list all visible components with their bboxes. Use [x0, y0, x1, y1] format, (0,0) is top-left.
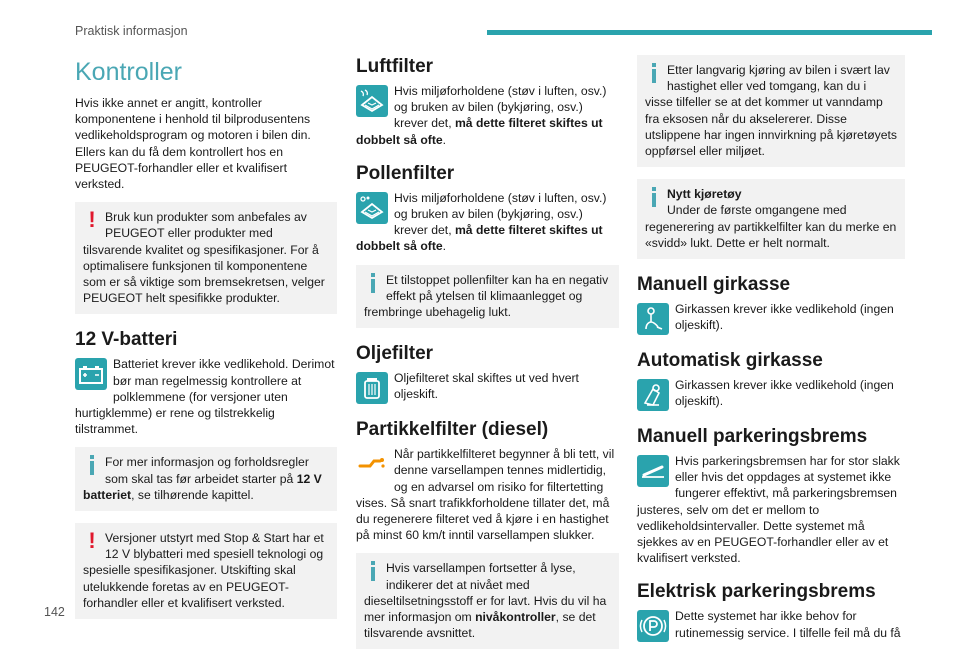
header-accent-bar: [487, 30, 932, 35]
particle-filter-warning-icon: [356, 448, 388, 480]
column-1: [75, 55, 337, 631]
pollen-filter-text-bold: må dette filteret skiftes ut dobbelt så ofte: [356, 223, 603, 254]
heading-manual-parking-brake: Manuell parkeringsbrems: [637, 426, 868, 448]
info-icon: [364, 272, 382, 294]
info-icon: [645, 62, 663, 84]
info-box-battery: [75, 447, 337, 511]
info-box-steam: [637, 55, 905, 167]
info-text: Et tilstoppet pollenfilter kan ha en negativ effekt på ytelsen til klimaanlegget og frembringe ubehagelig lukt.: [364, 272, 609, 320]
info-text-c: , se det tilsvarende avsnittet.: [364, 610, 596, 641]
info-box-pollen: [356, 265, 619, 329]
heading-particle-filter: Partikkelfilter (diesel): [356, 419, 549, 441]
warning-box-stopstart: [75, 523, 337, 619]
automatic-gearbox-icon: [637, 379, 669, 411]
manual-gearbox-icon: [637, 303, 669, 335]
manual-gearbox-text: Girkassen krever ikke vedlikehold (ingen oljeskift).: [675, 302, 894, 333]
air-filter-icon: [356, 85, 388, 117]
air-filter-text-a: Hvis miljøforholdene (støv i luften, osv.) og bruken av bilen (bykjøring, osv.) krever det,: [394, 84, 607, 131]
pollen-filter-text-a: Hvis miljøforholdene (støv i luften, osv.) og bruken av bilen (bykjøring, osv.) krever det,: [394, 190, 607, 238]
info-text-bold: 12 V batteriet: [83, 471, 322, 502]
exclamation-icon: !: [88, 207, 96, 233]
electric-parking-brake-text: Dette systemet har ikke behov for rutinemessig service. I tilfelle feil må du få: [675, 609, 901, 640]
info-icon: [364, 560, 382, 582]
info-icon: [83, 454, 101, 476]
info-text-bold: nivåkontroller: [475, 610, 556, 625]
pollen-filter-icon: [356, 192, 388, 224]
oil-filter-icon: [356, 372, 388, 404]
warning-text: Bruk kun produkter som anbefales av PEUGEOT eller produkter med tilsvarende kvalitet og spesifikasjoner. For å optimalisere funksjonen til komponentene som er så viktige som bremsekretsen, velger PEUGEOT helt spesifikke produkter.: [83, 210, 325, 306]
heading-oil-filter: Oljefilter: [356, 343, 434, 365]
info-box-new-vehicle: [637, 179, 905, 259]
info-text-a: Hvis varsellampen fortsetter å lyse, indikerer det at nivået med dieseltilsetningsstoff er for lavt. Hvis du vil ha mer informasjon om: [364, 561, 607, 625]
info-text: Under de første omgangene med regenerering av partikkelfilter kan du merke en «svidd» lukt. Dette er helt normalt.: [645, 203, 897, 250]
battery-icon: [75, 358, 107, 390]
automatic-gearbox-text: Girkassen krever ikke vedlikehold (ingen oljeskift).: [675, 378, 894, 409]
battery-text: Batteriet krever ikke vedlikehold. Derimot bør man regelmessig kontrollere at polklemmene (for versjoner uten hurtigklemme) er rene og tilstrekkelig tilstrammet.: [75, 357, 335, 437]
column-3: [637, 55, 905, 642]
running-header: Praktisk informasjon: [75, 24, 188, 38]
heading-battery: 12 V-batteri: [75, 329, 178, 351]
heading-electric-parking-brake: Elektrisk parkeringsbrems: [637, 581, 876, 603]
particle-filter-text: Når partikkelfilteret begynner å bli tett, vil denne varsellampen tennes midlertidig, og en advarsel om risiko for filtertetting vises. Så snart trafikkforholdene tillater det, må du regenerere filteret ved å kjøre i en hastighet på minst 60 km/t inntil varsellampen slukker.: [356, 447, 615, 543]
page-title: Kontroller: [75, 58, 182, 86]
info-icon: [645, 186, 663, 208]
heading-pollen-filter: Pollenfilter: [356, 162, 455, 184]
column-2: [356, 55, 619, 661]
heading-air-filter: Luftfilter: [356, 56, 434, 77]
heading-automatic-gearbox: Automatisk girkasse: [637, 350, 823, 372]
info-text-a: For mer informasjon og forholdsregler som skal tas før arbeidet starter på: [105, 455, 309, 486]
pollen-filter-text-c: .: [442, 239, 447, 254]
info-text: Etter langvarig kjøring av bilen i svært lav hastighet eller ved tomgang, kan du i visse tilfeller se at det kommer ut vanndamp fra eksosen når du akselererer. Disse utslippene har ingen innvirkning på kjøretøyets oppførsel eller miljøet.: [645, 63, 898, 159]
oil-filter-text: Oljefilteret skal skiftes ut ved hvert oljeskift.: [394, 371, 579, 402]
air-filter-text-c: .: [442, 132, 447, 147]
exclamation-icon: !: [88, 528, 96, 554]
warning-box-products: [75, 202, 337, 314]
page-number: 142: [44, 605, 65, 619]
info-box-additive: [356, 553, 619, 649]
parking-brake-lever-icon: [637, 455, 669, 487]
air-filter-text-bold: må dette filteret skiftes ut dobbelt så ofte: [356, 116, 603, 147]
electric-parking-brake-icon: [637, 610, 669, 642]
manual-parking-brake-text: Hvis parkeringsbremsen har for stor slakk eller hvis det oppdages at systemet ikke fungerer effektivt, må parkeringsbremsen justeres, selv om det er mellom to vedlikeholdsintervaller. Dette systemet må sjekkes av en PEUGEOT-forhandler eller av et kvalifisert verksted.: [637, 454, 900, 566]
heading-manual-gearbox: Manuell girkasse: [637, 274, 791, 296]
warning-text: Versjoner utstyrt med Stop & Start har et 12 V blybatteri med spesiell teknologi og spesielle spesifikasjoner. Utskifting skal utelukkende foretas av en PEUGEOT-forhandler eller et kvalifisert verksted.: [83, 531, 324, 610]
info-text-c: , se tilhørende kapittel.: [131, 487, 254, 502]
intro-text: Hvis ikke annet er angitt, kontroller komponentene i henhold til bilprodusentens vedlikeholdsprogram og motoren i bilen din. Ellers kan du få dem kontrollert hos en PEUGEOT-forhandler eller et kvalifisert verksted.: [75, 96, 311, 192]
info-title: Nytt kjøretøy: [667, 187, 742, 202]
